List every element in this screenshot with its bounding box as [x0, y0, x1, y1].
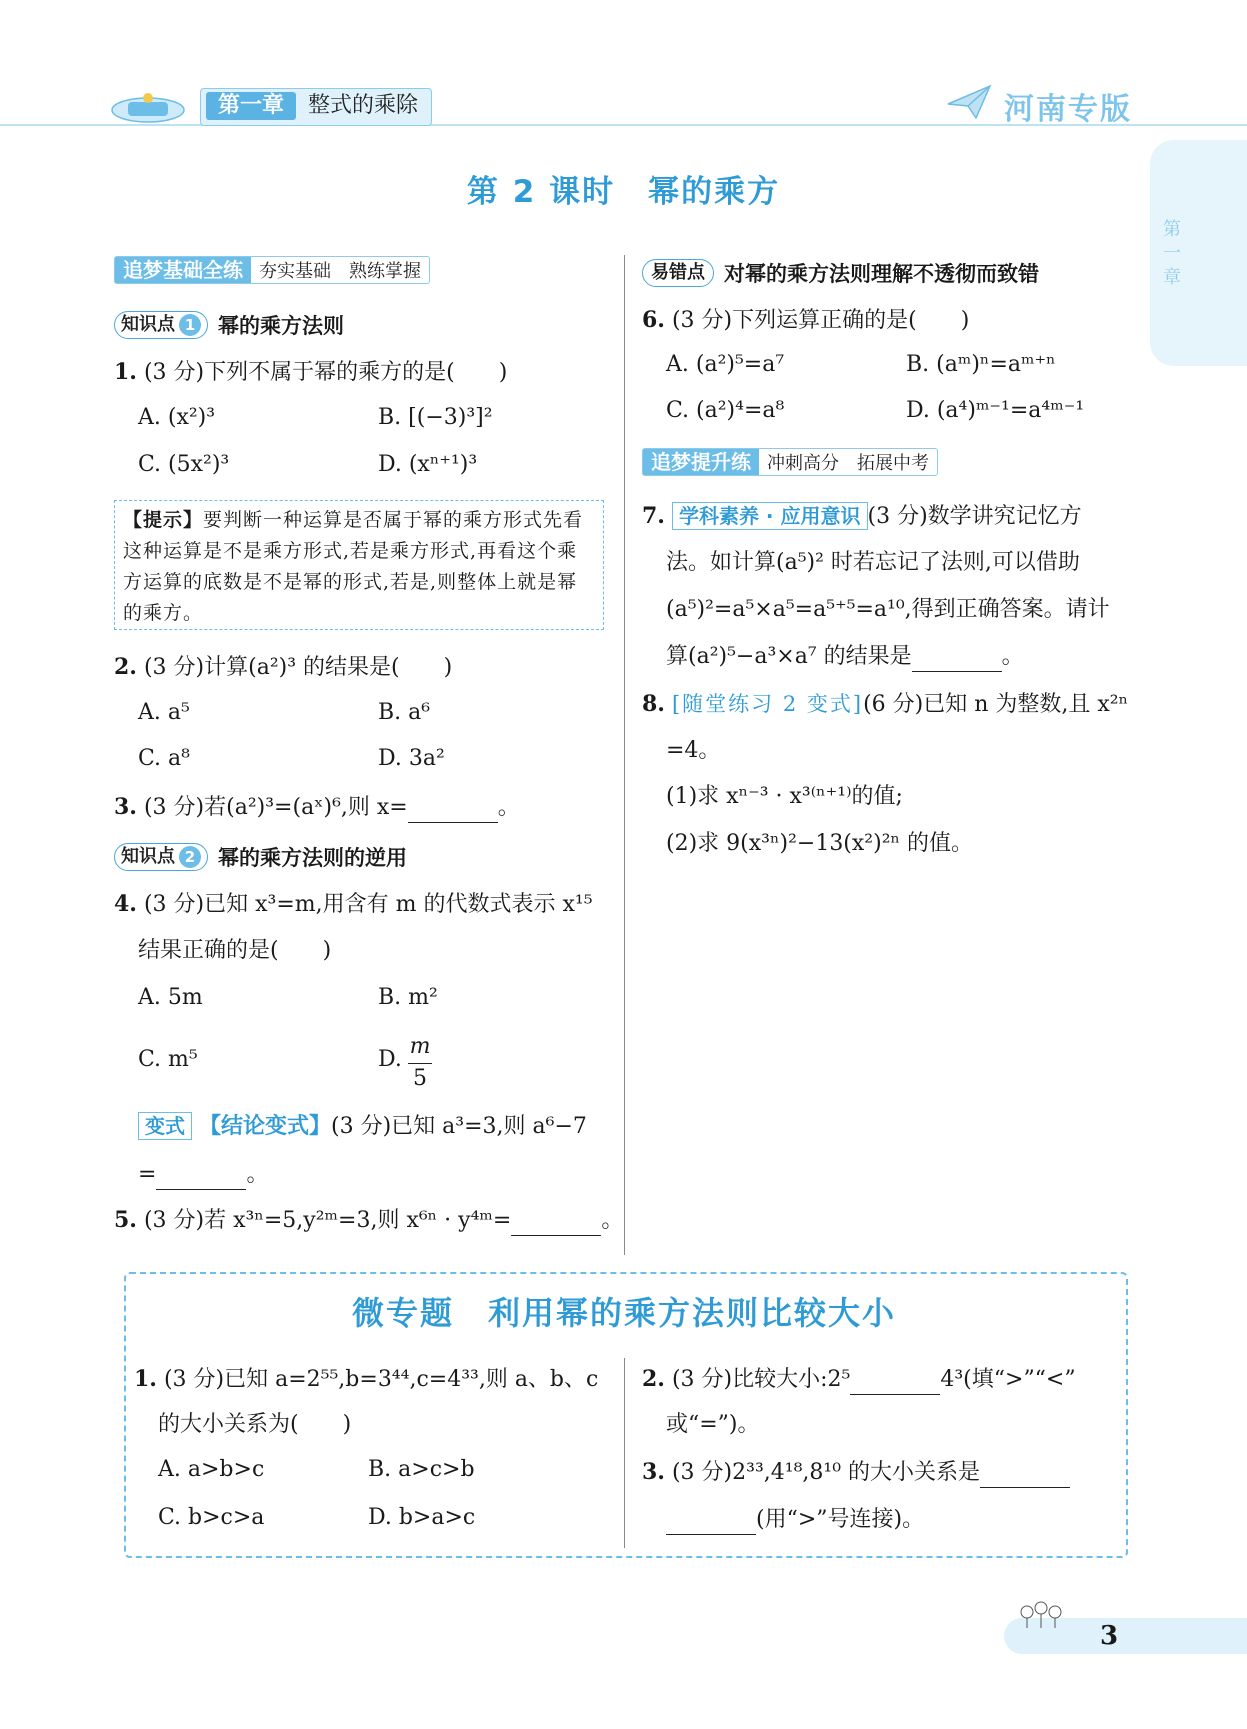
- question-8-part-1: (1)求 xⁿ⁻³ · x³⁽ⁿ⁺¹⁾的值;: [666, 784, 903, 809]
- q1-option-d: D. (xⁿ⁺¹)³: [378, 452, 478, 477]
- answer-blank[interactable]: [156, 1167, 246, 1190]
- banner-subtitle: 夯实基础 熟练掌握: [259, 261, 421, 282]
- q2-option-d: D. 3a²: [378, 746, 445, 771]
- question-number: 2.: [114, 654, 137, 680]
- question-number: 1.: [114, 359, 137, 385]
- q1-option-b: B. [(−3)³]²: [378, 405, 493, 430]
- variant-kind: 【结论变式】: [199, 1114, 332, 1139]
- q2-option-a: A. a⁵: [138, 700, 190, 725]
- question-3: [114, 792, 520, 823]
- kp-pill: [114, 311, 208, 339]
- fraction-numerator: m: [409, 1034, 431, 1059]
- fraction-denominator: 5: [413, 1066, 427, 1091]
- question-7: [642, 501, 1082, 532]
- q6-option-b: B. (aᵐ)ⁿ=aᵐ⁺ⁿ: [906, 352, 1056, 377]
- hint-text: 要判断一种运算是否属于幂的乘方形式先看这种运算是不是乘方形式,若是乘方形式,再看这个乘方运算的底数是不是幂的形式,若是,则整体上就是幂的乘方。: [123, 509, 584, 624]
- edition-label: 河南专版: [1004, 92, 1132, 127]
- question-text: (3 分)计算(a²)³ 的结果是( ): [143, 655, 453, 680]
- error-point-tag: 易错点: [642, 259, 714, 287]
- question-7-line-3: (a⁵)²=a⁵×a⁵=a⁵⁺⁵=a¹⁰,得到正确答案。请计: [666, 597, 1110, 622]
- column-divider: [624, 255, 625, 1255]
- question-number: 6.: [642, 307, 665, 333]
- special-question-2: 2. (3 分)比较大小:2⁵ 4³(填“>”“<”: [642, 1364, 1076, 1395]
- sq1-option-d: D. b>a>c: [368, 1505, 476, 1530]
- question-number: 4.: [114, 891, 137, 917]
- question-text: (3 分)2³³,4¹⁸,8¹⁰ 的大小关系是: [671, 1460, 981, 1485]
- q4-option-b: B. m²: [378, 985, 438, 1010]
- question-7-line-2: 法。如计算(a⁵)² 时若忘记了法则,可以借助: [666, 550, 1080, 575]
- banner-subtitle: 冲刺高分 拓展中考: [767, 453, 929, 474]
- q2-option-b: B. a⁶: [378, 700, 431, 725]
- question-text: (3 分)若(a²)³=(aˣ)⁶,则 x=: [143, 795, 408, 820]
- special-question-1: [134, 1364, 598, 1395]
- question-text: (3 分)比较大小:2⁵: [671, 1367, 851, 1392]
- question-text: (3 分)已知 x³=m,用含有 m 的代数式表示 x¹⁵: [143, 892, 593, 917]
- hint-label: 【提示】: [123, 509, 204, 531]
- page-number: 3: [1100, 1621, 1119, 1651]
- kp-pill: [114, 843, 208, 871]
- q6-option-c: C. (a²)⁴=a⁸: [666, 398, 785, 423]
- question-text: (6 分)已知 n 为整数,且 x²ⁿ: [863, 692, 1129, 717]
- question-text: (3 分)数学讲究记忆方: [867, 504, 1082, 529]
- source-tag: [随堂练习 2 变式]: [671, 692, 864, 716]
- question-number: 8.: [642, 691, 665, 717]
- answer-blank[interactable]: [511, 1213, 601, 1236]
- fraction-bar: [408, 1063, 432, 1064]
- q1-option-c: C. (5x²)³: [138, 452, 230, 477]
- knowledge-point-1: [114, 310, 344, 340]
- lesson-title: 第 2 课时 幂的乘方: [466, 174, 781, 210]
- special-question-3: [642, 1457, 1070, 1488]
- kp-label: 知识点: [121, 314, 175, 335]
- special-question-2-line-2: 或“=”)。: [666, 1412, 760, 1437]
- sq1-option-a: A. a>b>c: [158, 1457, 265, 1482]
- banner-tag: 追梦提升练: [643, 449, 759, 475]
- question-8-line-2: =4。: [666, 738, 721, 763]
- question-number: 3.: [642, 1459, 665, 1485]
- question-number: 2.: [642, 1366, 665, 1392]
- kp-title: 幂的乘方法则的逆用: [218, 846, 407, 870]
- kp-number: 1: [179, 314, 201, 336]
- question-1: [114, 357, 507, 388]
- q4-option-a: A. 5m: [138, 985, 203, 1010]
- question-6: [642, 305, 969, 336]
- hint-box: [114, 500, 604, 630]
- variant-tag: 变式: [138, 1112, 192, 1140]
- variant-question: [138, 1112, 587, 1142]
- answer-blank[interactable]: [408, 800, 498, 823]
- question-2: [114, 652, 452, 683]
- paper-plane-icon: [946, 82, 992, 122]
- question-8: [642, 689, 1128, 720]
- logo-icon: [110, 90, 186, 124]
- banner-tag: 追梦基础全练: [115, 257, 251, 283]
- question-number: 7.: [642, 503, 665, 529]
- answer-blank[interactable]: [666, 1512, 756, 1535]
- question-text: (3 分)下列不属于幂的乘方的是( ): [143, 360, 508, 385]
- knowledge-point-2: [114, 842, 407, 872]
- error-point-header: [642, 258, 1039, 288]
- kp-number: 2: [179, 846, 201, 868]
- chapter-label: 第一章: [206, 92, 296, 120]
- sq1-option-b: B. a>c>b: [368, 1457, 475, 1482]
- q2-option-c: C. a⁸: [138, 746, 190, 771]
- competency-tag: 学科素养 · 应用意识: [672, 502, 868, 530]
- question-end: 。: [497, 795, 520, 820]
- question-4: [114, 889, 593, 920]
- special-question-3-line-2: (用“>”号连接)。: [666, 1505, 924, 1535]
- kp-title: 幂的乘方法则: [218, 314, 344, 338]
- special-topic-title: 微专题 利用幂的乘方法则比较大小: [351, 1294, 896, 1332]
- question-4-line-2: 结果正确的是( ): [138, 938, 332, 963]
- error-point-title: 对幂的乘方法则理解不透彻而致错: [724, 262, 1039, 286]
- answer-blank[interactable]: [980, 1465, 1070, 1488]
- special-column-divider: [624, 1358, 625, 1548]
- variant-text: (3 分)已知 a³=3,则 a⁶−7: [331, 1114, 587, 1139]
- chapter-title: 整式的乘除: [308, 93, 419, 118]
- option-letter: D.: [378, 1047, 402, 1072]
- variant-line-2: = 。: [138, 1160, 268, 1190]
- q4-option-c: C. m⁵: [138, 1047, 198, 1072]
- q4-option-d: [378, 1047, 402, 1072]
- question-number: 3.: [114, 794, 137, 820]
- advanced-practice-banner: [642, 448, 938, 476]
- question-text: (3 分)下列运算正确的是( ): [671, 308, 970, 333]
- question-text: (3 分)已知 a=2⁵⁵,b=3⁴⁴,c=4³³,则 a、b、c: [163, 1367, 599, 1392]
- sq1-option-c: C. b>c>a: [158, 1505, 265, 1530]
- kp-label: 知识点: [121, 846, 175, 867]
- question-text: (3 分)若 x³ⁿ=5,y²ᵐ=3,则 x⁶ⁿ · y⁴ᵐ=: [143, 1208, 512, 1233]
- question-number: 1.: [134, 1366, 157, 1392]
- q6-option-a: A. (a²)⁵=a⁷: [666, 352, 785, 377]
- side-tab-label: 第一章: [1163, 219, 1181, 288]
- basic-practice-banner: [114, 256, 430, 284]
- question-number: 5.: [114, 1207, 137, 1233]
- answer-blank[interactable]: [850, 1372, 940, 1395]
- question-7-line-4: 算(a²)⁵−a³×a⁷ 的结果是 。: [666, 642, 1024, 672]
- q1-option-a: A. (x²)³: [138, 405, 216, 430]
- question-5: 5. (3 分)若 x³ⁿ=5,y²ᵐ=3,则 x⁶ⁿ · y⁴ᵐ= 。: [114, 1205, 623, 1236]
- q6-option-d: D. (a⁴)ᵐ⁻¹=a⁴ᵐ⁻¹: [906, 398, 1085, 423]
- answer-blank[interactable]: [912, 649, 1002, 672]
- flowers-icon: [1015, 1600, 1065, 1630]
- question-8-part-2: (2)求 9(x³ⁿ)²−13(x²)²ⁿ 的值。: [666, 831, 974, 856]
- special-question-1-line-2: 的大小关系为( ): [158, 1412, 352, 1437]
